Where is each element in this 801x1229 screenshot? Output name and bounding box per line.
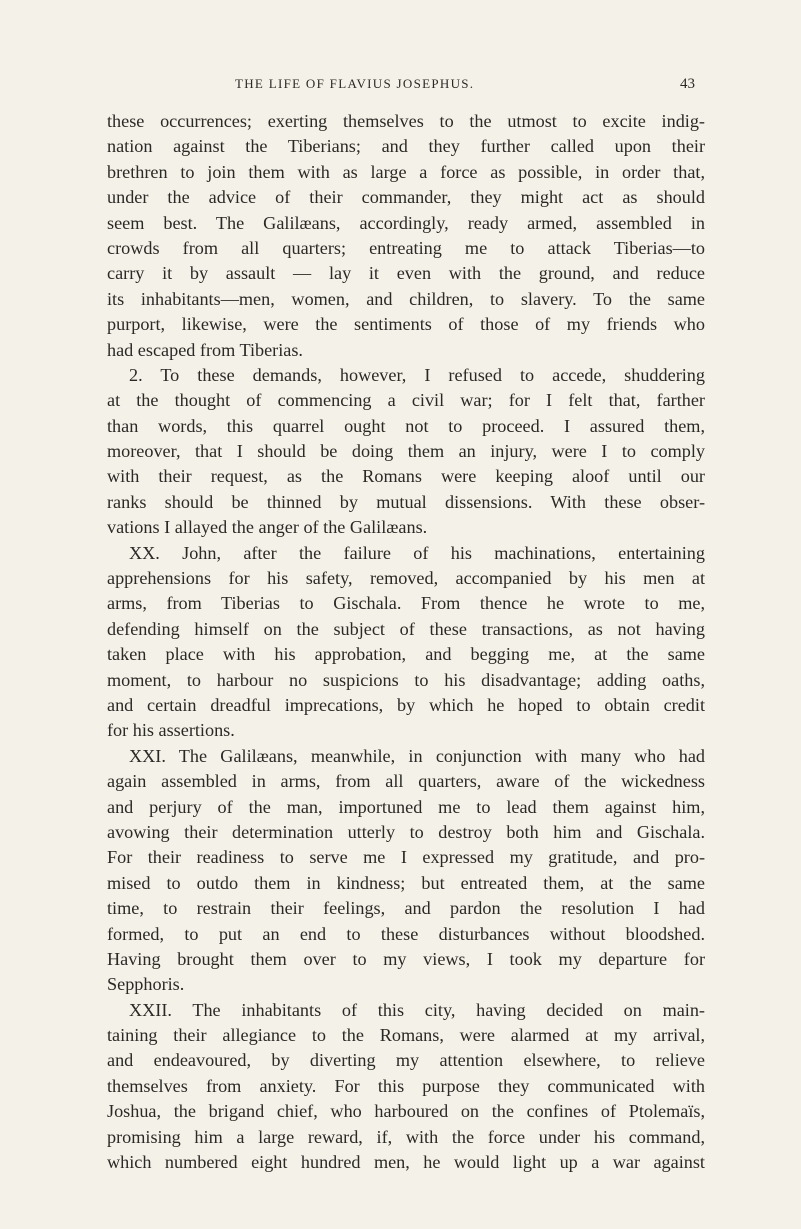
text-line: these occurrences; exerting themselves to the utmost to excite indig- [107, 111, 705, 131]
text-line: crowds from all quarters; entreating me to attack Tiberias—to [107, 237, 705, 258]
text-line: promising him a large reward, if, with the force under his command, [107, 1126, 705, 1147]
text-line: XXII. The inhabitants of this city, having decided on main- [129, 999, 705, 1020]
text-line: brethren to join them with as large a force as possible, in order that, [107, 161, 705, 182]
text-line: For their readiness to serve me I expressed my gratitude, and pro- [107, 847, 705, 868]
text-line: arms, from Tiberias to Gischala. From thence he wrote to me, [107, 593, 705, 614]
text-line: and perjury of the man, importuned me to lead them against him, [107, 796, 705, 817]
text-line: under the advice of their commander, they might act as should [107, 187, 705, 208]
text-line: seem best. The Galilæans, accordingly, ready armed, assembled in [107, 212, 705, 233]
text-line: and certain dreadful imprecations, by which he hoped to obtain credit [107, 694, 705, 715]
text-line: for his assertions. [107, 720, 235, 741]
text-line: ranks should be thinned by mutual dissensions. With these obser- [107, 491, 705, 512]
text-line: time, to restrain their feelings, and pardon the resolution I had [107, 898, 705, 919]
text-line: vations I allayed the anger of the Galilæans. [107, 517, 428, 538]
text-line: and endeavoured, by diverting my attention elsewhere, to relieve [107, 1050, 705, 1071]
text-line: mised to outdo them in kindness; but entreated them, at the same [107, 872, 705, 893]
text-line: apprehensions for his safety, removed, accompanied by his men at [107, 568, 705, 589]
text-line: XX. John, after the failure of his machinations, entertaining [129, 542, 705, 563]
text-line: moreover, that I should be doing them an injury, were I to comply [107, 441, 705, 462]
text-line: which numbered eight hundred men, he would light up a war against [107, 1152, 705, 1173]
text-line: moment, to harbour no suspicions to his disadvantage; adding oaths, [107, 669, 705, 690]
text-line: Having brought them over to my views, I took my departure for [107, 948, 705, 969]
text-line: Sepphoris. [107, 974, 185, 995]
text-line: Joshua, the brigand chief, who harboured on the confines of Ptolemaïs, [107, 1101, 705, 1122]
text-line: purport, likewise, were the sentiments of those of my friends who [107, 314, 705, 335]
text-line: taining their allegiance to the Romans, were alarmed at my arrival, [107, 1025, 705, 1046]
body-text [107, 109, 705, 1175]
page-number: 43 [680, 76, 695, 92]
text-line: themselves from anxiety. For this purpose they communicated with [107, 1075, 705, 1096]
page-header [235, 76, 695, 96]
text-line: 2. To these demands, however, I refused to accede, shuddering [129, 364, 705, 385]
text-line: than words, this quarrel ought not to proceed. I assured them, [107, 415, 705, 436]
text-line: avowing their determination utterly to destroy both him and Gischala. [107, 821, 705, 842]
text-line: its inhabitants—men, women, and children, to slavery. To the same [107, 288, 705, 309]
text-line: at the thought of commencing a civil war; for I felt that, farther [107, 390, 705, 411]
text-line: nation against the Tiberians; and they further called upon their [107, 136, 705, 157]
text-line: with their request, as the Romans were keeping aloof until our [107, 466, 705, 487]
text-line: XXI. The Galilæans, meanwhile, in conjunction with many who had [129, 745, 705, 766]
text-line: again assembled in arms, from all quarters, aware of the wickedness [107, 771, 705, 792]
text-line: taken place with his approbation, and begging me, at the same [107, 644, 705, 665]
running-title: THE LIFE OF FLAVIUS JOSEPHUS. [235, 76, 475, 91]
text-line: defending himself on the subject of these transactions, as not having [107, 618, 705, 639]
text-line: carry it by assault — lay it even with the ground, and reduce [107, 263, 705, 284]
text-line: had escaped from Tiberias. [107, 339, 303, 360]
text-line: formed, to put an end to these disturbances without bloodshed. [107, 923, 705, 944]
